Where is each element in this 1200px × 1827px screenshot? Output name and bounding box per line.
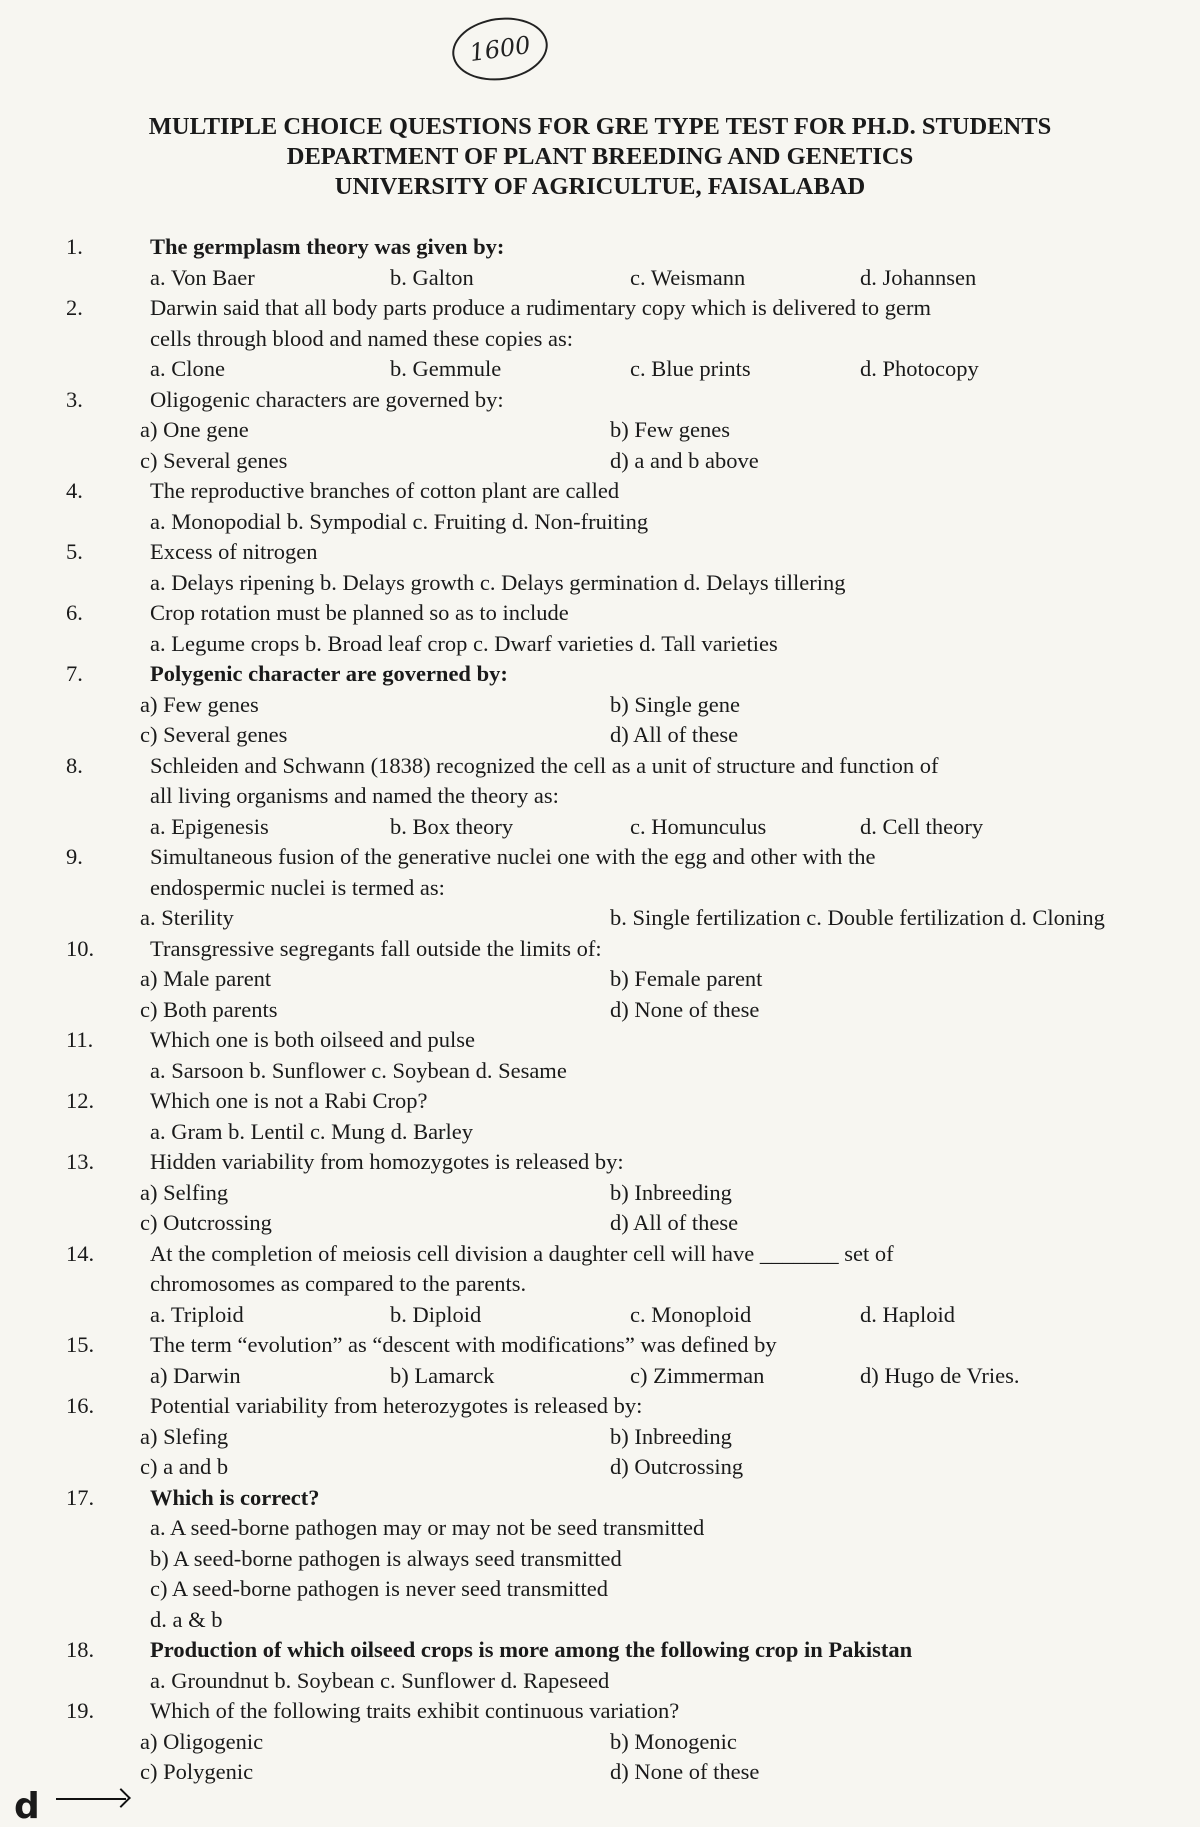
question-number: 16.	[66, 1393, 95, 1418]
answer-option: b. Diploid	[390, 1301, 482, 1327]
answer-option: a. Triploid	[150, 1301, 244, 1327]
answer-option: a) Darwin	[150, 1362, 241, 1388]
answer-option: a) Few genes	[140, 691, 259, 717]
question-12	[0, 1086, 1200, 1147]
answer-option: a. Groundnut b. Soybean c. Sunflower d. Rapeseed	[150, 1667, 610, 1693]
question-stem: cells through blood and named these copies as:	[150, 325, 574, 351]
header-title: MULTIPLE CHOICE QUESTIONS FOR GRE TYPE TEST FOR PH.D. STUDENTS	[148, 113, 1052, 140]
question-stem: The germplasm theory was given by:	[150, 234, 505, 259]
answer-option: b) A seed-borne pathogen is always seed transmitted	[150, 1545, 622, 1571]
question-stem: all living organisms and named the theory as:	[150, 783, 559, 808]
question-13	[0, 1147, 1200, 1239]
answer-option: c) Zimmerman	[630, 1362, 765, 1388]
answer-option: d. Photocopy	[860, 356, 979, 381]
margin-handwritten-letter: d	[14, 1786, 40, 1827]
handwritten-arrow-icon	[56, 1798, 126, 1800]
question-number: 13.	[66, 1149, 95, 1174]
question-stem: Which one is both oilseed and pulse	[150, 1027, 475, 1052]
question-stem: endospermic nuclei is termed as:	[150, 874, 445, 900]
question-stem: Which one is not a Rabi Crop?	[150, 1088, 428, 1113]
answer-option: a. Sarsoon b. Sunflower c. Soybean d. Sesame	[150, 1057, 567, 1083]
question-17	[0, 1483, 1200, 1636]
question-1	[0, 232, 1200, 293]
answer-option: a. Legume crops b. Broad leaf crop c. Dwarf varieties d. Tall varieties	[150, 630, 778, 656]
question-stem: chromosomes as compared to the parents.	[150, 1271, 527, 1296]
question-number: 11.	[66, 1027, 94, 1052]
answer-option: a. A seed-borne pathogen may or may not be seed transmitted	[150, 1515, 705, 1540]
question-stem: Transgressive segregants fall outside the limits of:	[150, 935, 602, 961]
question-stem: Excess of nitrogen	[150, 539, 318, 564]
question-number: 4.	[66, 478, 83, 503]
question-stem: The reproductive branches of cotton plant are called	[150, 478, 620, 503]
question-7	[0, 659, 1200, 751]
answer-option: d. Cell theory	[860, 813, 984, 839]
question-stem: Polygenic character are governed by:	[150, 661, 508, 686]
question-number: 9.	[66, 844, 83, 869]
question-15	[0, 1330, 1200, 1391]
answer-option: c. Monoploid	[630, 1301, 752, 1327]
question-number: 8.	[66, 752, 83, 778]
question-11	[0, 1025, 1200, 1086]
handwritten-stamp: 1600	[448, 12, 552, 87]
answer-option: c. Homunculus	[630, 813, 767, 839]
answer-option: d) None of these	[610, 996, 760, 1022]
question-number: 19.	[66, 1698, 95, 1723]
question-number: 6.	[66, 600, 83, 625]
answer-option: a. Von Baer	[150, 264, 255, 290]
question-2	[0, 293, 1200, 385]
question-number: 3.	[66, 386, 83, 412]
answer-option: b) Lamarck	[390, 1362, 495, 1388]
answer-option: b) Monogenic	[610, 1728, 737, 1754]
answer-option: a. Delays ripening b. Delays growth c. Delays germination d. Delays tillering	[150, 569, 846, 595]
answer-option: c) a and b	[140, 1454, 229, 1479]
question-stem: At the completion of meiosis cell division a daughter cell will have _______ set of	[150, 1240, 894, 1266]
answer-option: b) Inbreeding	[610, 1423, 732, 1449]
header-university: UNIVERSITY OF AGRICULTUE, FAISALABAD	[334, 173, 866, 200]
answer-option: c) Both parents	[140, 996, 278, 1022]
answer-option: b. Galton	[390, 264, 474, 290]
answer-option: a) Selfing	[140, 1179, 229, 1205]
answer-option: a. Gram b. Lentil c. Mung d. Barley	[150, 1118, 474, 1144]
question-number: 14.	[66, 1240, 95, 1266]
answer-option: b. Gemmule	[390, 356, 502, 381]
question-number: 12.	[66, 1088, 95, 1113]
question-stem: Potential variability from heterozygotes is released by:	[150, 1393, 643, 1418]
question-number: 2.	[66, 295, 83, 320]
question-5	[0, 537, 1200, 598]
question-18	[0, 1635, 1200, 1696]
answer-option: b) Female parent	[610, 966, 763, 991]
answer-option: b. Box theory	[390, 813, 514, 839]
answer-option: d) Outcrossing	[610, 1454, 744, 1479]
question-number: 17.	[66, 1484, 95, 1510]
question-number: 10.	[66, 935, 95, 961]
question-3	[0, 385, 1200, 477]
question-stem: The term “evolution” as “descent with modifications” was defined by	[150, 1332, 777, 1357]
question-6	[0, 598, 1200, 659]
answer-option: c. Weismann	[630, 264, 746, 290]
answer-option: c) Polygenic	[140, 1759, 254, 1784]
question-14	[0, 1239, 1200, 1331]
answer-option: a. Epigenesis	[150, 813, 269, 839]
question-19	[0, 1696, 1200, 1788]
answer-option: c. Blue prints	[630, 356, 751, 381]
answer-option: a) Slefing	[140, 1423, 229, 1449]
question-stem: Which of the following traits exhibit continuous variation?	[150, 1698, 680, 1723]
question-4	[0, 476, 1200, 537]
document-header	[0, 112, 1200, 202]
question-stem: Schleiden and Schwann (1838) recognized the cell as a unit of structure and function of	[150, 752, 939, 778]
question-stem: Crop rotation must be planned so as to include	[150, 600, 569, 625]
answer-option: c) Several genes	[140, 447, 288, 473]
question-number: 5.	[66, 539, 83, 564]
answer-option: d) None of these	[610, 1759, 760, 1784]
question-stem: Oligogenic characters are governed by:	[150, 386, 504, 412]
question-16	[0, 1391, 1200, 1483]
answer-option: d. Haploid	[860, 1301, 955, 1327]
question-10	[0, 934, 1200, 1026]
header-department: DEPARTMENT OF PLANT BREEDING AND GENETICS	[286, 143, 914, 170]
question-number: 18.	[66, 1637, 95, 1662]
question-9	[0, 842, 1200, 934]
answer-option: c) Several genes	[140, 722, 288, 747]
question-8	[0, 751, 1200, 843]
question-stem: Production of which oilseed crops is more among the following crop in Pakistan	[150, 1637, 913, 1662]
answer-option: d) All of these	[610, 722, 739, 747]
answer-option: d) All of these	[610, 1210, 739, 1235]
answer-option: a) Oligogenic	[140, 1728, 264, 1754]
answer-option: d. a & b	[150, 1606, 223, 1632]
question-stem: Which is correct?	[150, 1484, 320, 1510]
answer-option: d) a and b above	[610, 447, 759, 473]
question-stem: Darwin said that all body parts produce a rudimentary copy which is delivered to germ	[150, 295, 932, 320]
answer-option: a. Monopodial b. Sympodial c. Fruiting d. Non-fruiting	[150, 508, 649, 534]
answer-option: d. Johannsen	[860, 264, 977, 290]
question-stem: Hidden variability from homozygotes is released by:	[150, 1149, 624, 1174]
answer-option: a) Male parent	[140, 966, 272, 991]
answer-option: b. Single fertilization c. Double fertilization d. Cloning	[610, 905, 1105, 930]
answer-option: a. Sterility	[140, 905, 234, 930]
answer-option: d) Hugo de Vries.	[860, 1362, 1020, 1388]
question-number: 1.	[66, 234, 83, 259]
answer-option: b) Few genes	[610, 417, 730, 442]
question-number: 15.	[66, 1332, 95, 1357]
answer-option: b) Single gene	[610, 691, 740, 717]
answer-option: b) Inbreeding	[610, 1179, 732, 1205]
question-number: 7.	[66, 661, 83, 686]
answer-option: a) One gene	[140, 417, 249, 442]
answer-option: a. Clone	[150, 356, 225, 381]
question-stem: Simultaneous fusion of the generative nuclei one with the egg and other with the	[150, 844, 876, 869]
answer-option: c) A seed-borne pathogen is never seed transmitted	[150, 1576, 608, 1601]
answer-option: c) Outcrossing	[140, 1210, 272, 1235]
